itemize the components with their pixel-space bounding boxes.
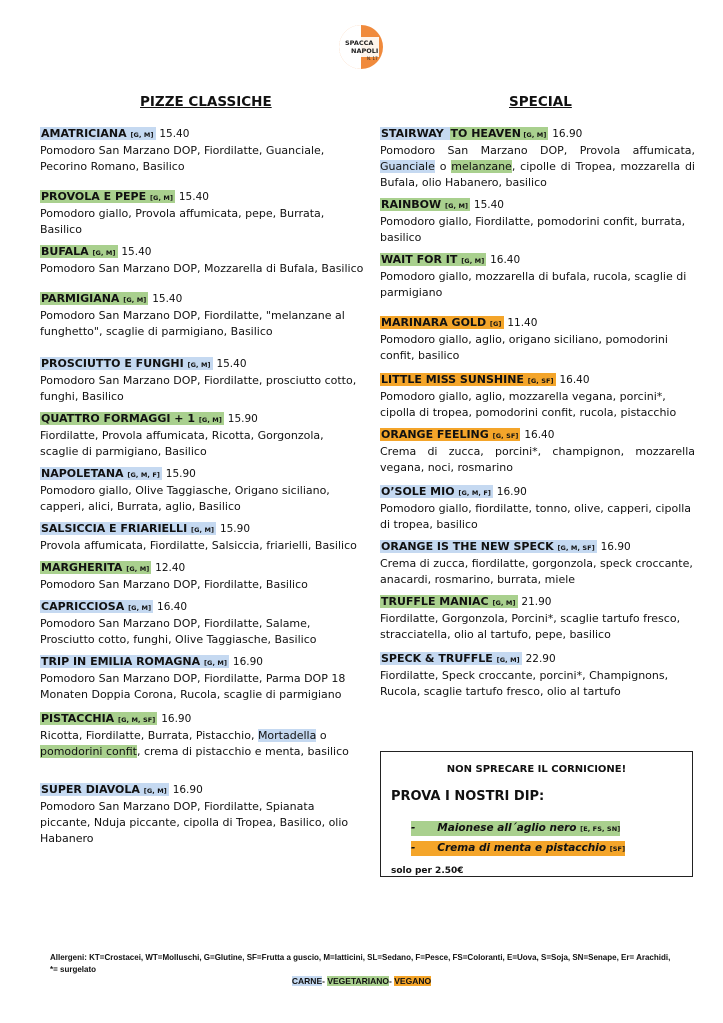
menu-item-description: Provola affumicata, Fiordilatte, Salsiccia, friarielli, Basilico [40,539,357,552]
menu-item-description: Fiordilatte, Speck croccante, porcini*, Champignons, Rucola, scaglie tartufo fresco, olio al tartufo [380,669,669,698]
menu-item-price: 16.90 [161,713,192,725]
allergens-note: Allergeni: KT=Crostacei, WT=Molluschi, G=Glutine, SF=Frutta a guscio, M=latticini, SL=Sedano, F=Pesce, FS=Coloranti, E=Uova, S=Soja, SN=Senape, Er= Arachidi, *= surgelato [50,953,671,974]
menu-item [380,651,695,700]
menu-item-price: 16.90 [232,656,263,668]
menu-item-name: RAINBOW [G, M] [381,198,469,211]
menu-item [380,126,695,191]
menu-item-name-part: TO HEAVEN [G, M] [450,127,547,140]
heading-special: SPECIAL [509,94,572,110]
menu-item [40,126,365,175]
menu-item [40,356,365,405]
menu-item-name: ORANGE IS THE NEW SPECK [G, M, SF] [381,540,595,553]
menu-item-allergens: [G, M] [128,604,152,612]
menu-item-price: 15.40 [473,199,504,211]
menu-item-title [380,126,695,143]
menu-item-title [380,252,695,269]
menu-item-description: Pomodoro San Marzano DOP, Fiordilatte, Guanciale, Pecorino Romano, Basilico [40,144,325,173]
menu-item [380,315,695,364]
menu-item-allergens: [G, M] [461,257,485,265]
menu-item-title [380,427,695,444]
menu-item-name: O’SOLE MIO [G, M, F] [381,485,491,498]
menu-item-name: SPECK & TRUFFLE [G, M] [381,652,520,665]
menu-item-description: Pomodoro San Marzano DOP, Mozzarella di Bufala, Basilico [40,262,364,275]
menu-item [40,711,365,760]
menu-item-allergens: [G, M] [445,202,469,210]
menu-item-allergens: [G] [489,320,502,328]
menu-item [40,782,365,847]
menu-item-name: AMATRICIANA [G, M] [41,127,154,140]
menu-item-description: Pomodoro giallo, aglio, origano siciliano, pomodorini confit, basilico [380,333,668,362]
menu-item [380,197,695,246]
dip-item-crema: - Crema di menta e pistacchio [SF] [411,842,626,854]
dip-list [411,816,692,856]
menu-item-title [40,711,365,728]
menu-item-price: 15.90 [165,468,196,480]
menu-item-name: BUFALA [G, M] [41,245,116,258]
menu-item-price: 15.40 [121,246,152,258]
menu-item-title [380,594,695,611]
menu-item [40,244,365,277]
menu-item-allergens: [G, M] [198,416,222,424]
menu-item-name: WAIT FOR IT [G, M] [381,253,485,266]
menu-item-price: 16.90 [600,541,631,553]
menu-item-allergens: [G, M] [130,131,154,139]
menu-item-name: SUPER DIAVOLA [G, M] [41,783,167,796]
menu-item-name: NAPOLETANA [G, M, F] [41,467,160,480]
dip-promo-box [380,751,693,877]
column-special [380,126,695,700]
menu-item-name: PROSCIUTTO E FUNGHI [G, M] [41,357,211,370]
menu-item-description: Ricotta, Fiordilatte, Burrata, Pistacchio, Mortadella o pomodorini confit, crema di pistacchio e menta, basilico [40,729,349,758]
menu-item-price: 16.40 [524,429,555,441]
menu-item-allergens: [G, M] [496,656,520,664]
menu-item-description: Pomodoro giallo, aglio, mozzarella vegana, porcini*, cipolla di tropea, pomodorini confit, rucola, pistacchio [380,390,677,419]
menu-item-allergens: [G, M, F] [127,471,160,479]
menu-item-title [40,560,365,577]
menu-item-price: 15.40 [159,128,190,140]
logo-text-2: NAPOLI [351,47,379,55]
menu-item-description: Pomodoro San Marzano DOP, Fiordilatte, "melanzane al funghetto", scaglie di parmigiano, Basilico [40,309,345,338]
dip-box-title: NON SPRECARE IL CORNICIONE! [446,764,627,775]
dip-item-maionese: - Maionese all´aglio nero [E, FS, SN] [411,822,621,834]
menu-item-name: TRIP IN EMILIA ROMAGNA [G, M] [41,655,228,668]
menu-item-title [40,466,365,483]
menu-item [40,291,365,340]
menu-item-price: 15.40 [216,358,247,370]
menu-item-description: Pomodoro giallo, fiordilatte, tonno, olive, capperi, cipolla di tropea, basilico [380,502,692,531]
menu-item [40,599,365,648]
dip-box-subtitle: PROVA I NOSTRI DIP: [391,789,545,804]
menu-item [380,252,695,301]
menu-item-name: MARINARA GOLD [G] [381,316,502,329]
menu-item-allergens: [G, SF] [527,377,554,385]
menu-item-description: Pomodoro San Marzano DOP, Fiordilatte, Parma DOP 18 Monaten Doppia Corona, Rucola, scaglie di parmigiano [40,672,346,701]
menu-item-name: SALSICCIA E FRIARIELLI [G, M] [41,522,215,535]
menu-item-name: STAIRWAY [381,127,448,140]
menu-item-allergens: [G, M] [143,787,167,795]
menu-item-price: 16.90 [552,128,583,140]
menu-item-name: TRUFFLE MANIAC [G, M] [381,595,516,608]
menu-item-allergens: [G, M] [191,526,215,534]
menu-item-price: 15.40 [178,191,209,203]
menu-item-description: Fiordilatte, Gorgonzola, Porcini*, scaglie tartufo fresco, stracciatella, olio al tartufo, pepe, basilico [380,612,681,641]
menu-item-description: Pomodoro San Marzano DOP, Fiordilatte, Basilico [40,578,308,591]
menu-item [40,560,365,593]
menu-item-title [40,244,365,261]
menu-item-title [40,291,365,308]
menu-item [40,654,365,703]
menu-item-price: 15.90 [227,413,258,425]
menu-item-description: Pomodoro San Marzano DOP, Fiordilatte, prosciutto cotto, funghi, Basilico [40,374,357,403]
menu-item-description: Fiordilatte, Provola affumicata, Ricotta, Gorgonzola, scaglie di parmigiano, Basilico [40,429,324,458]
menu-item-description: Pomodoro giallo, Olive Taggiasche, Origano siciliano, capperi, alici, Burrata, aglio, Basilico [40,484,330,513]
menu-item [380,484,695,533]
menu-item-title [40,521,365,538]
menu-item-name: ORANGE FEELING [G, SF] [381,428,519,441]
menu-item-allergens: [G, M, SF] [118,716,156,724]
menu-item-allergens: [G, M] [92,249,116,257]
menu-item [380,594,695,643]
menu-item-title [380,651,695,668]
menu-item-title [40,126,365,143]
menu-item-title [40,654,365,671]
legend-vegano: VEGANO [394,976,432,986]
menu-item-description: Pomodoro San Marzano DOP, Fiordilatte, Salame, Prosciutto cotto, funghi, Olive Taggiasche, Basilico [40,617,317,646]
menu-item [380,372,695,421]
menu-item-name: PARMIGIANA [G, M] [41,292,147,305]
menu-item-price: 11.40 [507,317,538,329]
legend-carne: CARNE [291,976,323,986]
menu-item-price: 16.40 [157,601,188,613]
heading-pizze-classiche: PIZZE CLASSICHE [140,94,272,110]
menu-item [40,411,365,460]
menu-item-price: 16.90 [172,784,203,796]
menu-item-description: Crema di zucca, porcini*, champignon, mozzarella vegana, noci, rosmarino [380,445,695,474]
menu-item-title [40,356,365,373]
menu-item-allergens: [G, M, SF] [557,544,595,552]
menu-item-price: 16.40 [559,374,590,386]
menu-item-price: 22.90 [525,653,556,665]
menu-item-price: 15.90 [219,523,250,535]
menu-item-title [40,189,365,206]
menu-item-title [380,197,695,214]
menu-item-name: MARGHERITA [G, M] [41,561,150,574]
menu-item-price: 12.40 [155,562,186,574]
menu-item-allergens: [G, M] [149,194,174,202]
menu-item-description: Crema di zucca, fiordilatte, gorgonzola, speck croccante, anacardi, rosmarino, burrata, miele [380,557,693,586]
menu-item-description: Pomodoro San Marzano DOP, Fiordilatte, Spianata piccante, Nduja piccante, cipolla di Tropea, Basilico, olio Habanero [40,800,349,845]
menu-item-price: 15.40 [152,293,183,305]
menu-item-allergens: [G, M] [187,361,211,369]
menu-item-description: Pomodoro giallo, Fiordilatte, pomodorini confit, burrata, basilico [380,215,686,244]
menu-item-price: 21.90 [521,596,552,608]
menu-item-title [380,539,695,556]
menu-item-name: CAPRICCIOSA [G, M] [41,600,152,613]
menu-item-name: QUATTRO FORMAGGI + 1 [G, M] [41,412,222,425]
menu-item-price: 16.40 [490,254,521,266]
menu-item-allergens: [G, M] [123,296,147,304]
menu-item [380,427,695,476]
menu-item-title [380,372,695,389]
column-pizze-classiche [40,126,365,847]
menu-item-description: Pomodoro giallo, mozzarella di bufala, rucola, scaglie di parmigiano [380,270,687,299]
dip-price-note: solo per 2.50€ [391,866,464,876]
legend-vegetariano: VEGETARIANO [327,976,390,986]
menu-item-allergens: [G, M, F] [458,489,491,497]
menu-item-title [40,599,365,616]
menu-item-allergens: [G, M] [126,565,150,573]
menu-item-allergens: [G, M] [492,599,516,607]
menu-item-title [40,782,365,799]
menu-item-name: PISTACCHIA [G, M, SF] [41,712,156,725]
menu-item [40,466,365,515]
menu-item-title [380,315,695,332]
menu-item-price: 16.90 [496,486,527,498]
spacca-napoli-logo [337,22,385,72]
menu-item [40,189,365,238]
menu-item-allergens: [G, SF] [492,432,519,440]
menu-item-description: Pomodoro San Marzano DOP, Provola affumicata, Guanciale o melanzane, cipolle di Tropea, mozzarella di Bufala, olio Habanero, basilico [380,144,695,189]
logo-text-1: SPACCA [345,39,374,47]
menu-item-name: LITTLE MISS SUNSHINE [G, SF] [381,373,554,386]
menu-item-allergens: [G, M] [203,659,228,667]
menu-item [40,521,365,554]
menu-item [380,539,695,588]
menu-item-title [40,411,365,428]
logo-text-3: N. 17 [367,56,378,61]
menu-item-name: PROVOLA E PEPE [G, M] [41,190,174,203]
menu-item-title [380,484,695,501]
diet-legend: CARNE- VEGETARIANO- VEGANO [291,976,432,986]
menu-item-description: Pomodoro giallo, Provola affumicata, pepe, Burrata, Basilico [40,207,325,236]
